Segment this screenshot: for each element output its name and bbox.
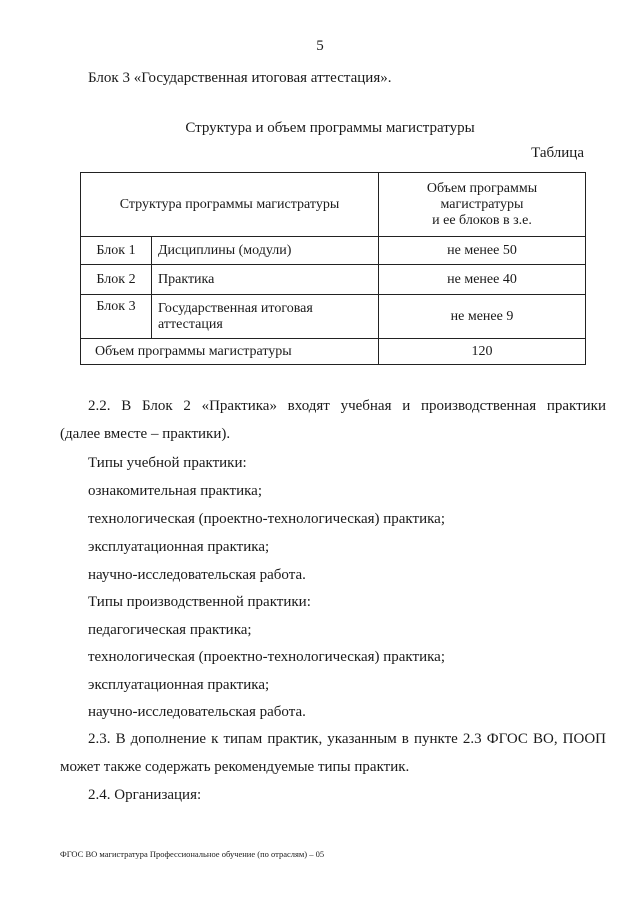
paragraph-2-2-line2: (далее вместе – практики). — [60, 426, 231, 442]
list-item: технологическая (проектно-технологическая) практика; — [88, 649, 445, 665]
list-item: педагогическая практика; — [88, 622, 252, 638]
table-row — [81, 265, 586, 295]
table-total-row — [81, 339, 586, 365]
list-item: научно-исследовательская работа. — [88, 704, 306, 720]
list-item: научно-исследовательская работа. — [88, 567, 306, 583]
list-item: эксплуатационная практика; — [88, 539, 270, 555]
paragraph-2-2-line1: 2.2. В Блок 2 «Практика» входят учебная и производственная практики — [88, 398, 606, 414]
paragraph-2-3-line1: 2.3. В дополнение к типам практик, указанным в пункте 2.3 ФГОС ВО, ПООП — [88, 731, 606, 747]
program-structure-table — [80, 172, 586, 365]
table-title: Структура и объем программы магистратуры — [185, 120, 475, 136]
page-number: 5 — [316, 38, 324, 54]
row-block: Блок 2 — [81, 265, 152, 295]
table-row — [81, 295, 586, 339]
prod-practice-types-title: Типы производственной практики: — [88, 594, 311, 610]
table-row — [81, 237, 586, 265]
table-label: Таблица — [531, 145, 584, 161]
header-volume-line1: Объем программы — [426, 180, 538, 196]
header-structure: Структура программы магистратуры — [81, 173, 379, 237]
paragraph-2-4: 2.4. Организация: — [88, 787, 202, 803]
edu-practice-types-title: Типы учебной практики: — [88, 455, 247, 471]
row-name — [152, 295, 379, 339]
row-name-line1: Государственная итоговая — [158, 300, 313, 316]
row-volume: не менее 50 — [379, 237, 586, 265]
list-item: эксплуатационная практика; — [88, 677, 270, 693]
row-name-line2: аттестация — [158, 316, 223, 332]
list-item: ознакомительная практика; — [88, 483, 262, 499]
header-volume-line2: магистратуры — [440, 196, 524, 212]
list-item: технологическая (проектно-технологическая) практика; — [88, 511, 445, 527]
row-block: Блок 1 — [81, 237, 152, 265]
row-volume: не менее 9 — [379, 295, 586, 339]
total-label: Объем программы магистратуры — [81, 339, 379, 365]
total-value: 120 — [379, 339, 586, 365]
paragraph-2-3-line2: может также содержать рекомендуемые типы практик. — [60, 759, 410, 775]
row-name: Дисциплины (модули) — [152, 237, 379, 265]
header-volume — [379, 173, 586, 237]
row-block: Блок 3 — [81, 295, 152, 339]
intro-text: Блок 3 «Государственная итоговая аттестация». — [88, 70, 392, 86]
header-volume-line3: и ее блоков в з.е. — [432, 212, 532, 228]
page-footer: ФГОС ВО магистратура Профессиональное обучение (по отраслям) – 05 — [60, 849, 325, 859]
row-name: Практика — [152, 265, 379, 295]
table-header-row — [81, 173, 586, 237]
row-volume: не менее 40 — [379, 265, 586, 295]
